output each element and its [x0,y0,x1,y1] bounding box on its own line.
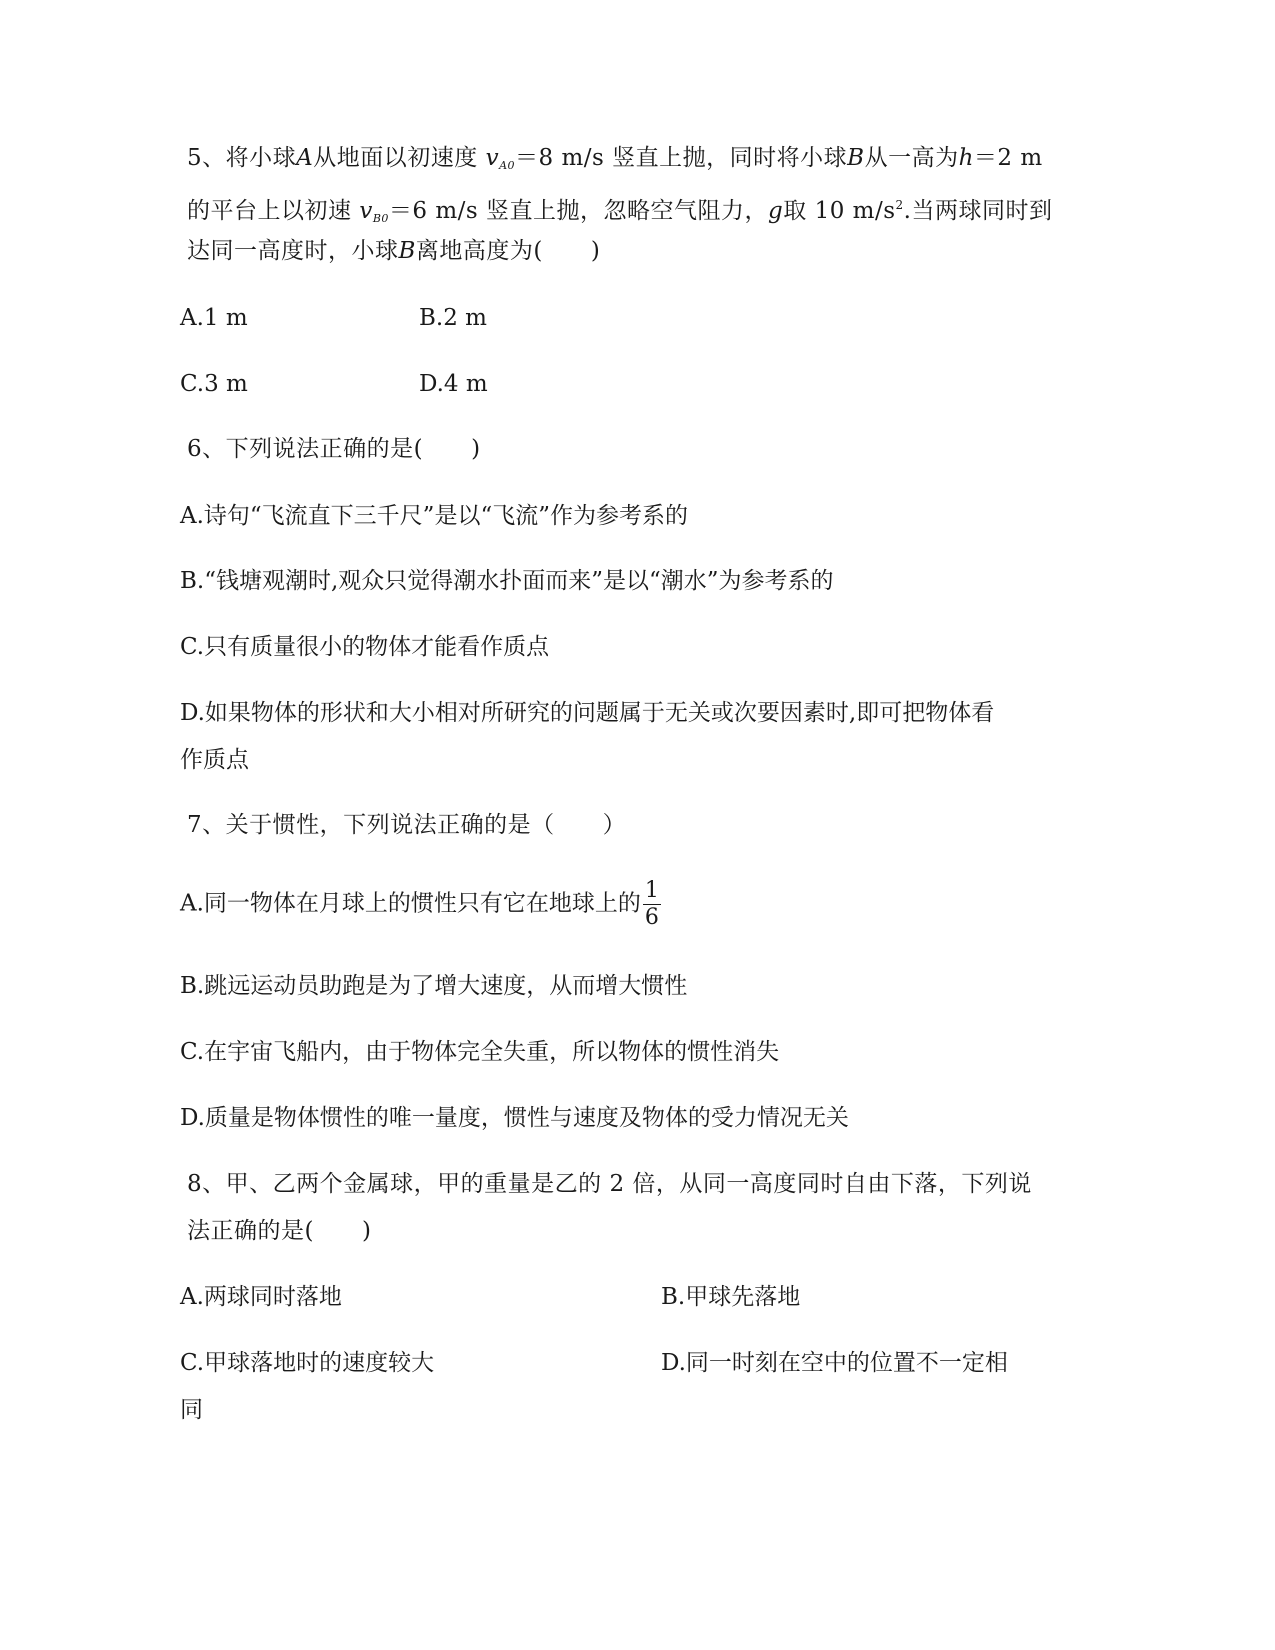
q5-text: 从地面以初速度 [313,145,478,171]
q5-option-a: A.1 m [180,305,248,331]
q8-option-c: C.甲球落地时的速度较大 [180,1350,435,1376]
q6-option-b: B.“钱塘观潮时,观众只觉得潮水扑面而来”是以“潮水”为参考系的 [180,568,834,594]
gravity-symbol: g [768,198,784,224]
fraction-denominator: 6 [644,905,659,930]
q7-option-a-text: A.同一物体在月球上的惯性只有它在地球上的 [180,890,641,917]
q8-stem-line-1: 8、甲、乙两个金属球，甲的重量是乙的 2 倍，从同一高度同时自由下落，下列说 [187,1171,1032,1197]
ball-b-symbol: B [398,238,416,264]
q6-option-d-continued: 作质点 [180,747,249,773]
velocity-subscript: A0 [499,159,516,172]
velocity-symbol: v [485,145,500,171]
velocity-subscript: B0 [372,212,389,225]
q5-text: 从一高为 [864,145,959,171]
ball-a-symbol: A [296,145,314,171]
fraction [643,878,661,931]
q5-text: 离地高度为( [415,238,543,264]
q5-stem-line-3 [187,236,600,266]
q7-text: 7、关于惯性，下列说法正确的是（ [187,812,555,838]
q6-text: ) [471,436,481,462]
q5-option-d: D.4 m [419,371,488,397]
q6-stem [187,434,481,464]
q5-text: 取 10 m/s [783,198,896,224]
q6-option-d: D.如果物体的形状和大小相对所研究的问题属于无关或次要因素时,即可把物体看 [180,700,995,726]
q5-text: 的平台上以初速 [187,198,352,224]
q7-option-a [180,878,661,931]
fraction-numerator: 1 [644,878,659,903]
q5-text: 达同一高度时，小球 [187,238,399,264]
q5-text: .当两球同时到 [903,198,1053,224]
q8-option-a: A.两球同时落地 [180,1284,342,1310]
ball-b-symbol: B [847,145,865,171]
q8-option-b: B.甲球先落地 [661,1284,801,1310]
q5-text: 5、将小球 [187,145,297,171]
q6-option-a: A.诗句“飞流直下三千尺”是以“飞流”作为参考系的 [180,503,688,529]
q7-text: ） [602,812,627,838]
q6-option-c: C.只有质量很小的物体才能看作质点 [180,634,550,660]
q5-text: ＝8 m/s 竖直上抛，同时将小球 [515,145,848,171]
exponent: 2 [895,198,904,212]
q5-text: ) [590,238,601,264]
q8-option-d-continued: 同 [180,1397,203,1423]
q5-text: ＝6 m/s 竖直上抛，忽略空气阻力， [388,198,769,224]
q7-option-b: B.跳远运动员助跑是为了增大速度，从而增大惯性 [180,973,688,999]
q8-option-d: D.同一时刻在空中的位置不一定相 [661,1350,1008,1376]
q8-text: 法正确的是( [187,1218,314,1244]
q7-option-d: D.质量是物体惯性的唯一量度，惯性与速度及物体的受力情况无关 [180,1105,849,1131]
q5-option-b: B.2 m [419,305,487,331]
q8-text: ) [361,1218,372,1244]
height-symbol: h [958,145,974,171]
q5-stem-line-1 [187,143,1043,181]
q5-option-c: C.3 m [180,371,248,397]
q6-text: 6、下列说法正确的是( [187,436,424,462]
q8-stem-line-2 [187,1216,371,1246]
velocity-symbol: v [359,198,373,224]
q5-stem-line-2 [187,190,1052,234]
q5-text: ＝2 m [973,145,1043,171]
q7-option-c: C.在宇宙飞船内，由于物体完全失重，所以物体的惯性消失 [180,1039,780,1065]
q7-stem [187,810,626,840]
